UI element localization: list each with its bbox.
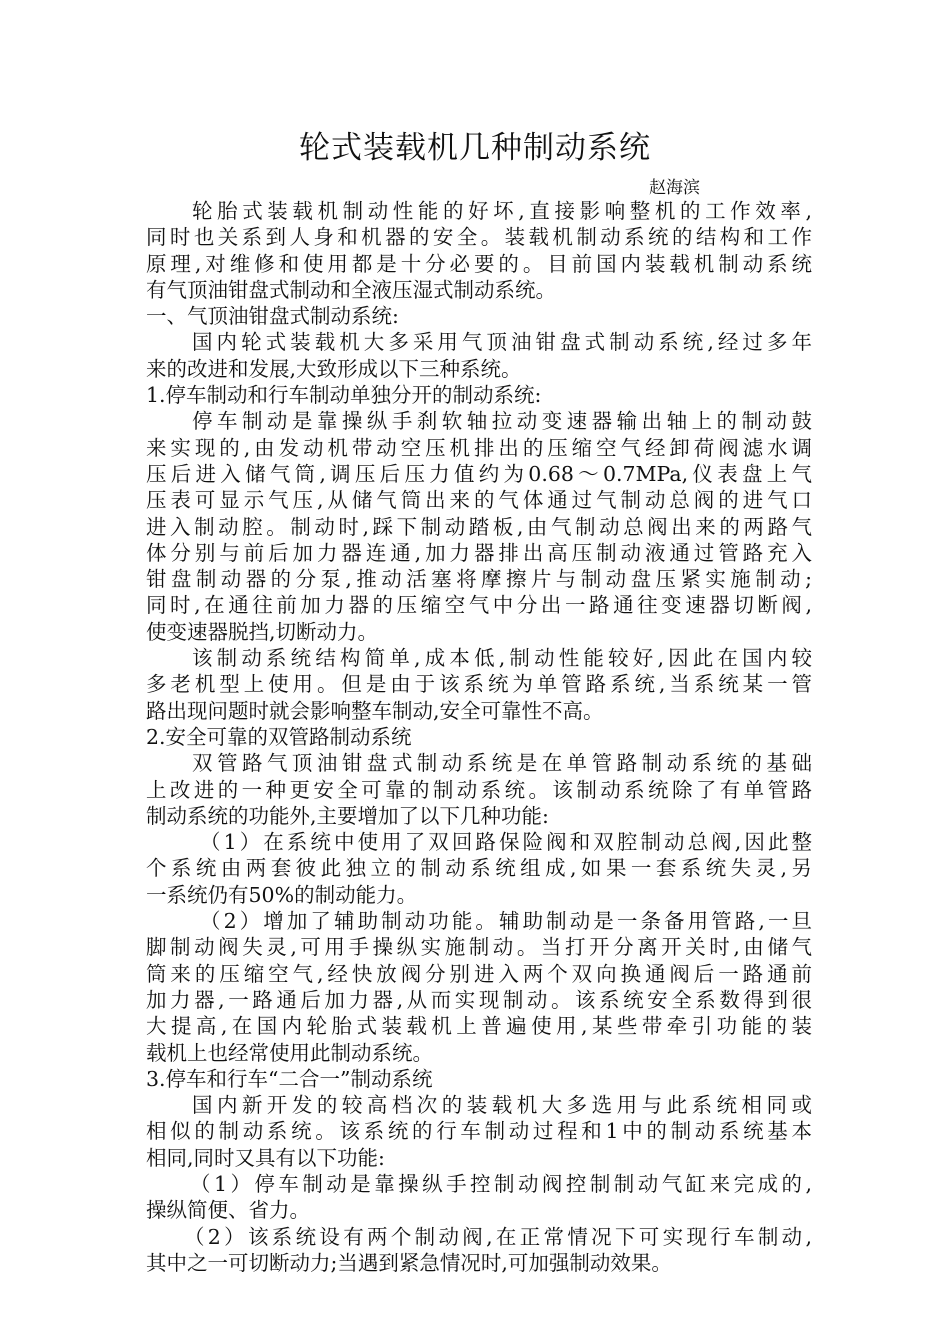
body-line: 制动系统的功能外,主要增加了以下几种功能: [146, 803, 549, 828]
body-line: 有气顶油钳盘式制动和全液压湿式制动系统。 [146, 277, 556, 302]
section-heading: 一、气顶油钳盘式制动系统: [146, 304, 399, 329]
subsection-heading: 3.停车和行车“二合一”制动系统 [146, 1066, 433, 1091]
body-line: 相似的制动系统。该系统的行车制动过程和1中的制动系统基本 [146, 1119, 812, 1144]
subsection-heading: 2.安全可靠的双管路制动系统 [146, 724, 412, 749]
list-item-line: （1）停车制动是靠操纵手控制动阀控制制动气缸来完成的, [190, 1171, 812, 1196]
document-title: 轮式装载机几种制动系统 [299, 130, 651, 166]
body-line: 使变速器脱挡,切断动力。 [146, 619, 379, 644]
body-line: 该制动系统结构简单,成本低,制动性能较好,因此在国内较 [192, 646, 812, 671]
body-line: 大提高,在国内轮胎式装载机上普遍使用,某些带牵引功能的装 [146, 1014, 812, 1039]
body-line: 原理,对维修和使用都是十分必要的。目前国内装载机制动系统 [146, 251, 812, 276]
body-line: 操纵简便、省力。 [146, 1198, 310, 1223]
body-line: 载机上也经常使用此制动系统。 [146, 1040, 433, 1065]
body-line: 多老机型上使用。但是由于该系统为单管路系统,当系统某一管 [146, 672, 812, 697]
body-line: 一系统仍有50%的制动能力。 [146, 882, 418, 907]
body-line: 国内轮式装载机大多采用气顶油钳盘式制动系统,经过多年 [192, 330, 812, 355]
body-line: 脚制动阀失灵,可用手操纵实施制动。当打开分离开关时,由储气 [146, 935, 812, 960]
body-line: 上改进的一种更安全可靠的制动系统。该制动系统除了有单管路 [146, 777, 812, 802]
list-item-line: （1）在系统中使用了双回路保险阀和双腔制动总阀,因此整 [200, 830, 812, 855]
body-line: 双管路气顶油钳盘式制动系统是在单管路制动系统的基础 [192, 751, 812, 776]
body-line: 来的改进和发展,大致形成以下三种系统。 [146, 356, 522, 381]
body-line: 体分别与前后加力器连通,加力器排出高压制动液通过管路充入 [146, 540, 812, 565]
body-line: 进入制动腔。制动时,踩下制动踏板,由气制动总阀出来的两路气 [146, 514, 812, 539]
body-line: 国内新开发的较高档次的装载机大多选用与此系统相同或 [192, 1093, 812, 1118]
body-line: 其中之一可切断动力;当遇到紧急情况时,可加强制动效果。 [146, 1250, 672, 1275]
body-line: 压后进入储气筒,调压后压力值约为0.68～0.7MPa,仪表盘上气 [146, 461, 812, 486]
body-line: 筒来的压缩空气,经快放阀分别进入两个双向换通阀后一路通前 [146, 961, 812, 986]
body-line: 同时,在通往前加力器的压缩空气中分出一路通往变速器切断阀, [146, 593, 812, 618]
body-line: 钳盘制动器的分泵,推动活塞将摩擦片与制动盘压紧实施制动; [146, 567, 812, 592]
body-line: 来实现的,由发动机带动空压机排出的压缩空气经卸荷阀滤水调 [146, 435, 812, 460]
body-line: 个系统由两套彼此独立的制动系统组成,如果一套系统失灵,另 [146, 856, 812, 881]
body-line: 加力器,一路通后加力器,从而实现制动。该系统安全系数得到很 [146, 987, 812, 1012]
list-item-line: （2）该系统设有两个制动阀,在正常情况下可实现行车制动, [184, 1224, 812, 1249]
list-item-line: （2）增加了辅助制动功能。辅助制动是一条备用管路,一旦 [200, 909, 812, 934]
document-author: 赵海滨 [649, 178, 700, 198]
subsection-heading: 1.停车制动和行车制动单独分开的制动系统: [146, 383, 542, 408]
body-line: 轮胎式装载机制动性能的好坏,直接影响整机的工作效率, [192, 199, 812, 223]
body-line: 同时也关系到人身和机器的安全。装载机制动系统的结构和工作 [146, 225, 812, 250]
body-line: 路出现问题时就会影响整车制动,安全可靠性不高。 [146, 698, 604, 723]
body-line: 相同,同时又具有以下功能: [146, 1145, 385, 1170]
document-body [146, 198, 812, 1276]
body-line: 压表可显示气压,从储气筒出来的气体通过气制动总阀的进气口 [146, 488, 812, 513]
body-line: 停车制动是靠操纵手刹软轴拉动变速器输出轴上的制动鼓 [192, 409, 812, 434]
